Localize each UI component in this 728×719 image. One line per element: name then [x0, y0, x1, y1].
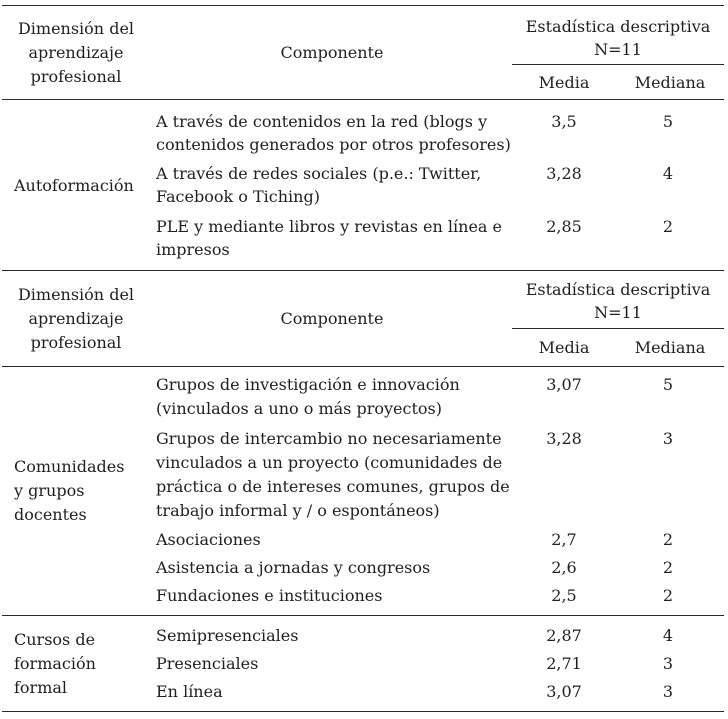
section-divider-rule: [2, 270, 724, 271]
header-stats-title: Estadística descriptiva: [525, 280, 711, 299]
median-value: 2: [662, 586, 674, 605]
header-component: Componente: [280, 309, 384, 328]
component-line: (vinculados a uno o más proyectos): [156, 399, 442, 418]
table-top-rule: [2, 5, 724, 6]
dimension-label: y grupos: [14, 481, 85, 500]
header-median: Mediana: [634, 73, 706, 92]
component-line: Facebook o Tiching): [156, 187, 320, 206]
table-bottom-rule: [2, 711, 724, 712]
component-line: Asociaciones: [156, 530, 261, 549]
median-value: 3: [662, 429, 674, 448]
header-bottom-rule: [2, 99, 724, 100]
dimension-label: Cursos de: [14, 630, 96, 649]
component-line: Presenciales: [156, 654, 259, 673]
mean-value: 2,87: [546, 626, 582, 645]
header-mean: Media: [538, 338, 590, 357]
dimension-label: docentes: [14, 505, 87, 524]
stats-subheader-rule: [512, 64, 724, 65]
component-line: Grupos de investigación e innovación: [156, 375, 460, 394]
header-dimension-line: Dimensión del: [17, 19, 135, 38]
header-mean: Media: [538, 73, 590, 92]
header-dimension-line: Dimensión del: [17, 285, 135, 304]
header-stats-n: N=11: [594, 40, 642, 59]
median-value: 3: [662, 682, 674, 701]
median-value: 5: [662, 112, 674, 131]
mean-value: 3,28: [546, 429, 582, 448]
mean-value: 2,7: [551, 530, 577, 549]
component-line: Fundaciones e instituciones: [156, 586, 383, 605]
median-value: 2: [662, 530, 674, 549]
median-value: 5: [662, 375, 674, 394]
header-stats-title: Estadística descriptiva: [525, 17, 711, 36]
header-component: Componente: [280, 43, 384, 62]
component-line: vinculados a un proyecto (comunidades de: [156, 453, 503, 472]
mean-value: 2,85: [546, 217, 582, 236]
component-line: Semipresenciales: [156, 626, 299, 645]
component-line: Asistencia a jornadas y congresos: [156, 558, 431, 577]
component-line: contenidos generados por otros profesores): [156, 135, 511, 154]
header-bottom-rule: [2, 366, 724, 367]
median-value: 2: [662, 217, 674, 236]
component-line: práctica o de intereses comunes, grupos de: [156, 477, 510, 496]
mean-value: 2,5: [551, 586, 577, 605]
header-dimension-line: aprendizaje: [28, 309, 124, 328]
dimension-label: Autoformación: [14, 176, 134, 195]
mean-value: 3,07: [546, 375, 582, 394]
component-line: En línea: [156, 682, 223, 701]
mean-value: 2,6: [551, 558, 577, 577]
median-value: 2: [662, 558, 674, 577]
component-line: PLE y mediante libros y revistas en línea e: [156, 217, 502, 236]
median-value: 4: [662, 626, 674, 645]
header-dimension-line: profesional: [30, 67, 122, 86]
median-value: 3: [662, 654, 674, 673]
median-value: 4: [662, 164, 674, 183]
component-line: A través de contenidos en la red (blogs y: [156, 112, 488, 131]
mean-value: 3,5: [551, 112, 577, 131]
stats-subheader-rule: [512, 328, 724, 329]
mean-value: 3,07: [546, 682, 582, 701]
component-line: impresos: [156, 240, 230, 259]
header-dimension-line: profesional: [30, 333, 122, 352]
dimension-label: formación: [14, 654, 96, 673]
group-divider-rule: [2, 615, 724, 616]
dimension-label: Comunidades: [14, 457, 125, 476]
component-line: trabajo informal y / o espontáneos): [156, 501, 440, 520]
header-median: Mediana: [634, 338, 706, 357]
mean-value: 2,71: [546, 654, 582, 673]
component-line: Grupos de intercambio no necesariamente: [156, 429, 502, 448]
header-dimension-line: aprendizaje: [28, 43, 124, 62]
header-stats-n: N=11: [594, 303, 642, 322]
dimension-label: formal: [14, 678, 68, 697]
component-line: A través de redes sociales (p.e.: Twitter,: [156, 164, 482, 183]
mean-value: 3,28: [546, 164, 582, 183]
